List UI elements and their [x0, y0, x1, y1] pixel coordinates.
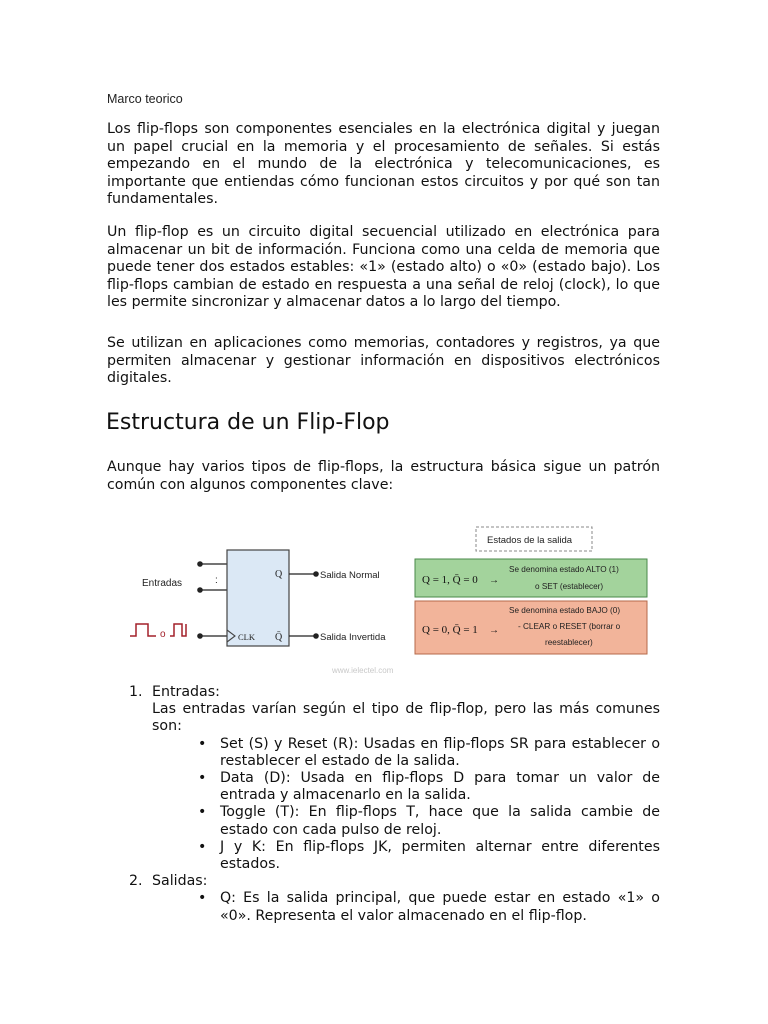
clk-label: CLK: [238, 632, 255, 642]
document-title: Marco teorico: [107, 92, 183, 106]
sub-bullet-item: [107, 890, 660, 924]
q-label: Q: [275, 569, 283, 580]
state-low-formula: Q = 0, Q̄ = 1: [422, 624, 478, 636]
sub-bullet-text: Q: Es la salida principal, que puede estar en estado «1» o «0». Representa el valor almacenado en el flip-flop.: [220, 890, 660, 924]
sub-bullet-item: [107, 736, 660, 770]
output-normal-label: Salida Normal: [320, 570, 380, 581]
clock-pulse-inverted-icon: [170, 624, 186, 636]
list-item-body: Las entradas varían según el tipo de flip-flop, pero las más comunes son:: [152, 701, 660, 735]
sub-bullet-item: [107, 804, 660, 838]
sub-bullet-text: Set (S) y Reset (R): Usadas en flip-flops SR para establecer o restablecer el estado de la salida.: [220, 735, 660, 769]
qbar-label: Q̄: [275, 632, 283, 643]
list-item-title: Salidas:: [152, 873, 208, 890]
list-item-title: Entradas:: [152, 684, 220, 700]
list-item-inputs: [107, 684, 660, 736]
section-heading: Estructura de un Flip-Flop: [106, 410, 390, 435]
component-list: [107, 684, 660, 925]
list-number: 2.: [129, 873, 143, 890]
bullet-icon: •: [198, 838, 207, 855]
sub-bullet-item: [107, 839, 660, 873]
output-node-normal: [313, 571, 319, 577]
clock-pulse-icon: [130, 624, 156, 636]
inputs-label: Entradas: [142, 578, 183, 589]
output-node-inverted: [313, 633, 319, 639]
intro-paragraph-1: Los flip-flops son componentes esenciales en la electrónica digital y juegan un papel crucial en la memoria y el procesamiento de señales. Si estás empezando en el mundo de la electrónica y telecomunicaciones, es importante que entiendas cómo funcionan estos circuitos y por qué son tan fundamentales.: [107, 121, 660, 208]
sub-bullet-item: [107, 770, 660, 804]
section-intro-paragraph: Aunque hay varios tipos de flip-flops, la estructura básica sigue un patrón común con algunos componentes clave:: [107, 459, 660, 493]
list-item-outputs: [107, 873, 660, 890]
figure-watermark: www.ielectel.com: [332, 666, 394, 675]
flip-flop-diagram: [120, 520, 660, 680]
clock-input-node: [197, 633, 203, 639]
bullet-icon: •: [198, 735, 207, 752]
state-low-line-1: Se denomina estado BAJO (0): [509, 606, 621, 615]
list-number: 1.: [129, 684, 143, 700]
clock-inverter-label: o: [160, 629, 166, 640]
state-high-line-2: o SET (establecer): [535, 582, 604, 591]
sub-bullet-text: Data (D): Usada en flip-flops D para tomar un valor de entrada y almacenarlo en la salida.: [220, 770, 660, 804]
state-low-line-3: reestablecer): [545, 638, 593, 647]
bullet-icon: •: [198, 890, 207, 907]
input-node-1: [197, 561, 203, 567]
state-low-line-2: - CLEAR o RESET (borrar o: [518, 622, 621, 631]
input-node-2: [197, 587, 203, 593]
bullet-icon: •: [198, 770, 207, 787]
output-inverted-label: Salida Invertida: [320, 632, 386, 643]
state-high-formula: Q = 1, Q̄ = 0: [422, 574, 478, 586]
states-title: Estados de la salida: [487, 535, 573, 546]
state-high-arrow: →: [489, 575, 499, 586]
state-low-arrow: →: [489, 625, 499, 636]
bullet-icon: •: [198, 804, 207, 821]
intro-paragraph-3: Se utilizan en aplicaciones como memorias, contadores y registros, ya que permiten almacenar y gestionar información en dispositivos electrónicos digitales.: [107, 335, 660, 387]
state-high-line-1: Se denomina estado ALTO (1): [509, 565, 619, 574]
intro-paragraph-2: Un flip-flop es un circuito digital secuencial utilizado en electrónica para almacenar un bit de información. Funciona como una celda de memoria que puede tener dos estados estables: «1» (estado alto) o «0» (estado bajo). Los flip-flops cambian de estado en respuesta a una señal de reloj (clock), lo que les permite sincronizar y almacenar datos a lo largo del tiempo.: [107, 224, 660, 311]
sub-bullet-text: J y K: En flip-flops JK, permiten alternar entre diferentes estados.: [220, 838, 660, 873]
inputs-ellipsis: :: [215, 575, 218, 586]
sub-bullet-text: Toggle (T): En flip-flops T, hace que la salida cambie de estado con cada pulso de reloj.: [220, 804, 660, 838]
